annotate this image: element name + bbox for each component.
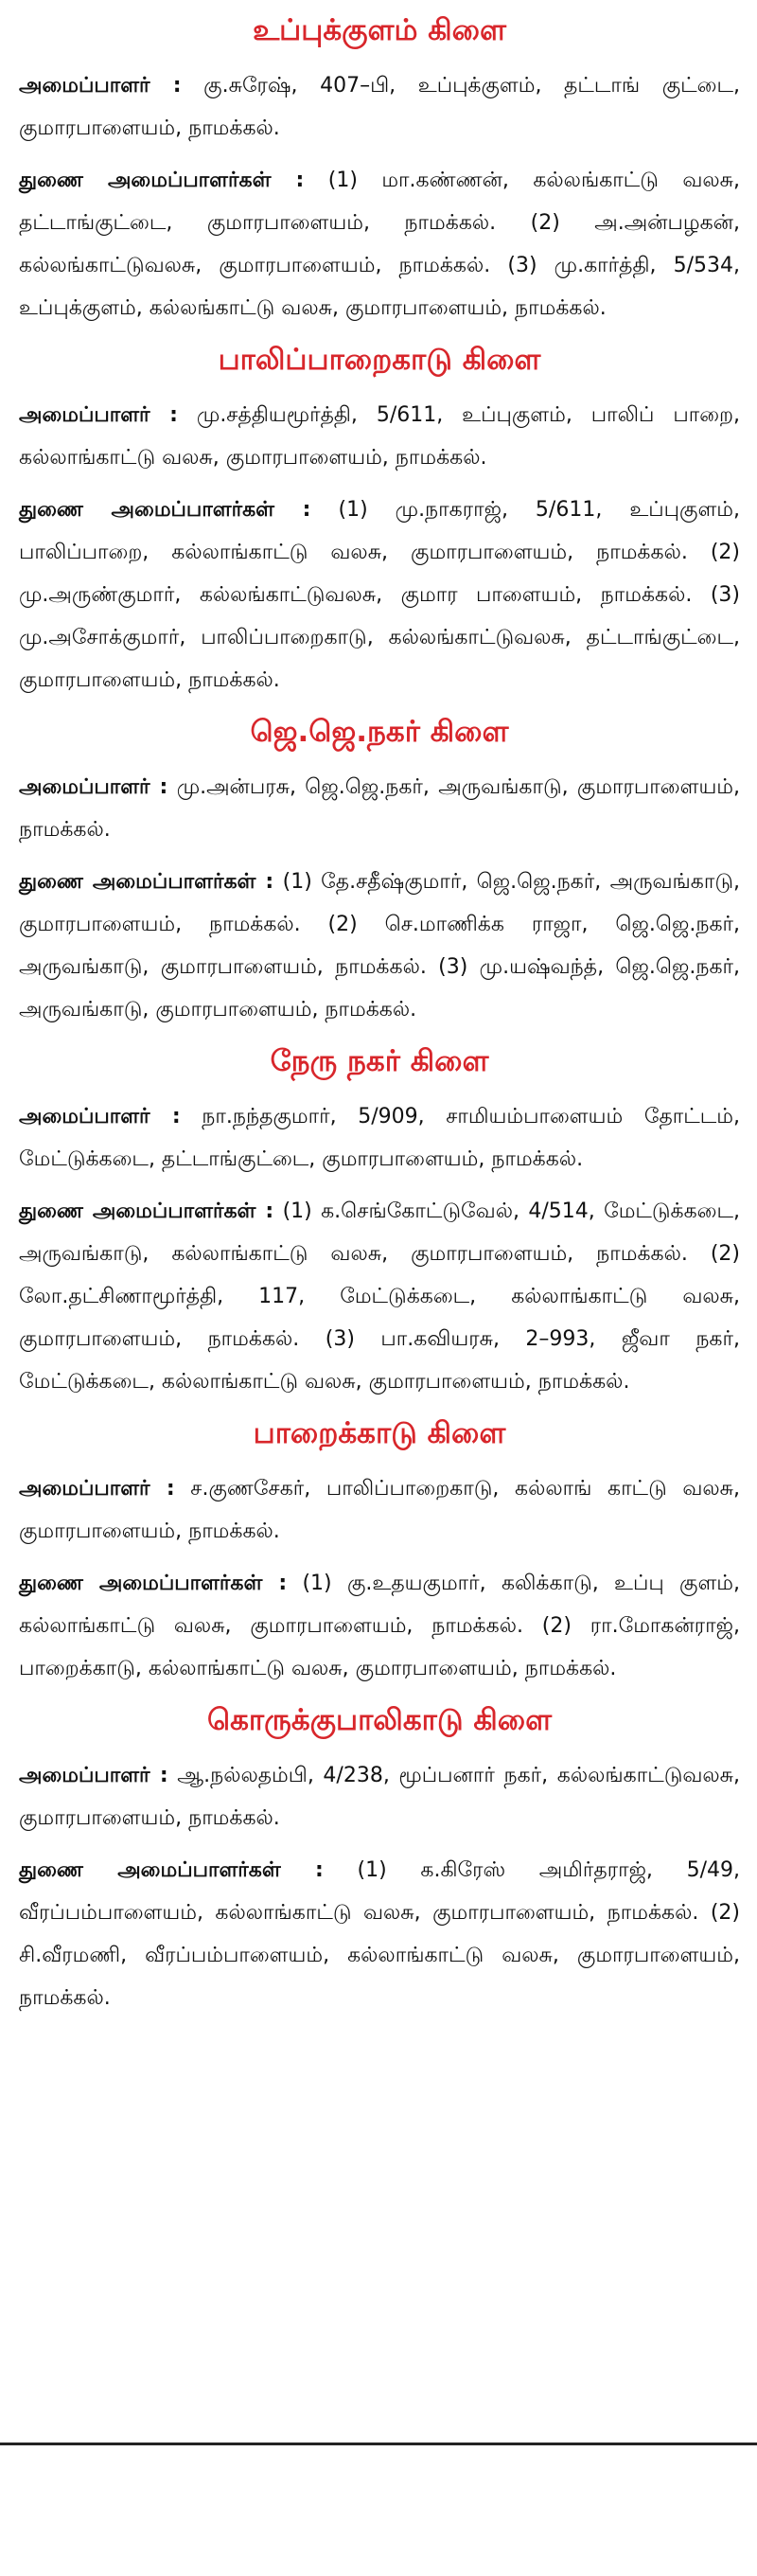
deputy-organizers-entry <box>19 1562 740 1690</box>
branch-title: ஜெ.ஜெ.நகர் கிளை <box>250 715 509 749</box>
organizer-details: கு.சுரேஷ், 407–பி, உப்புக்குளம், தட்டாங் குட்டை, குமாரபாளையம், நாமக்கல். <box>19 74 740 140</box>
branch-section <box>19 339 740 702</box>
deputy-organizers-label: துணை அமைப்பாளர்கள் : <box>19 1199 274 1223</box>
deputy-organizers-details: (1) மு.நாகராஜ், 5/611, உப்புகுளம், பாலிப்பாறை, கல்லாங்காட்டு வலசு, குமாரபாளையம், நாமக்கல். (2) மு.அருண்குமார், கல்லங்காட்டுவலசு, குமார பாளையம், நாமக்கல். (3) மு.அசோக்குமார், பாலிப்பாறைகாடு, கல்லங்காட்டுவலசு, தட்டாங்குட்டை, குமாரபாளையம், நாமக்கல். <box>19 498 740 692</box>
organizer-entry <box>19 1095 740 1181</box>
organizer-details: நா.நந்தகுமார், 5/909, சாமியம்பாளையம் தோட்டம், மேட்டுக்கடை, தட்டாங்குட்டை, குமாரபாளையம், நாமக்கல். <box>19 1105 741 1171</box>
organizer-label: அமைப்பாளர் : <box>19 1105 181 1128</box>
branch-title: பாலிப்பாறைகாடு கிளை <box>218 343 541 377</box>
organizer-entry <box>19 64 740 150</box>
deputy-organizers-entry <box>19 489 740 702</box>
organizer-label: அமைப்பாளர் : <box>19 775 168 799</box>
branch-title: உப்புக்குளம் கிளை <box>253 13 506 47</box>
deputy-organizers-entry <box>19 1849 740 2019</box>
branch-section <box>19 1040 740 1403</box>
branch-title: நேரு நகர் கிளை <box>270 1044 489 1078</box>
deputy-organizers-entry <box>19 861 740 1031</box>
deputy-organizers-label: துணை அமைப்பாளர்கள் : <box>19 169 305 192</box>
branch-section <box>19 1699 740 2019</box>
deputy-organizers-details: (1) கு.உதயகுமார், கலிக்காடு, உப்பு குளம், கல்லாங்காட்டு வலசு, குமாரபாளையம், நாமக்கல். (2) ரா.மோகன்ராஜ், பாறைக்காடு, கல்லாங்காட்டு வலசு, குமாரபாளையம், நாமக்கல். <box>19 1572 741 1680</box>
deputy-organizers-label: துணை அமைப்பாளர்கள் : <box>19 1858 324 1882</box>
bottom-divider <box>0 2443 757 2445</box>
organizer-details: மு.சத்தியமூர்த்தி, 5/611, உப்புகுளம், பாலிப் பாறை, கல்லாங்காட்டு வலசு, குமாரபாளையம், நாமக்கல். <box>19 403 740 470</box>
organizer-label: அமைப்பாளர் : <box>19 1477 175 1501</box>
branch-section <box>19 1412 740 1690</box>
deputy-organizers-details: (1) க.கிரேஸ் அமிர்தராஜ், 5/49, வீரப்பம்பாளையம், கல்லாங்காட்டு வலசு, குமாரபாளையம், நாமக்கல். (2) சி.வீரமணி, வீரப்பம்பாளையம், கல்லாங்காட்டு வலசு, குமாரபாளையம், நாமக்கல். <box>19 1858 740 2010</box>
deputy-organizers-label: துணை அமைப்பாளர்கள் : <box>19 870 274 894</box>
organizer-label: அமைப்பாளர் : <box>19 74 182 98</box>
organizer-entry <box>19 394 740 479</box>
branch-title: பாறைக்காடு கிளை <box>253 1416 506 1450</box>
organizer-entry <box>19 1467 740 1553</box>
organizer-details: மு.அன்பரசு, ஜெ.ஜெ.நகர், அருவங்காடு, குமாரபாளையம், நாமக்கல். <box>19 775 740 842</box>
deputy-organizers-details: (1) க.செங்கோட்டுவேல், 4/514, மேட்டுக்கடை, அருவங்காடு, கல்லாங்காட்டு வலசு, குமாரபாளையம், நாமக்கல். (2) லோ.தட்சிணாமூர்த்தி, 117, மேட்டுக்கடை, கல்லாங்காட்டு வலசு, குமாரபாளையம், நாமக்கல். (3) பா.கவியரசு, 2–993, ஜீவா நகர், மேட்டுக்கடை, கல்லாங்காட்டு வலசு, குமாரபாளையம், நாமக்கல். <box>19 1199 741 1394</box>
organizer-entry <box>19 766 740 851</box>
branch-section <box>19 711 740 1031</box>
organizer-details: ஆ.நல்லதம்பி, 4/238, மூப்பனார் நகர், கல்லங்காட்டுவலசு, குமாரபாளையம், நாமக்கல். <box>19 1764 741 1830</box>
organizer-label: அமைப்பாளர் : <box>19 1764 168 1787</box>
organizer-label: அமைப்பாளர் : <box>19 403 178 427</box>
deputy-organizers-label: துணை அமைப்பாளர்கள் : <box>19 1572 288 1595</box>
deputy-organizers-entry <box>19 1190 740 1403</box>
deputy-organizers-details: (1) தே.சதீஷ்குமார், ஜெ.ஜெ.நகர், அருவங்காடு, குமாரபாளையம், நாமக்கல். (2) செ.மாணிக்க ராஜா, ஜெ.ஜெ.நகர், அருவங்காடு, குமாரபாளையம், நாமக்கல். (3) மு.யஷ்வந்த், ஜெ.ஜெ.நகர், அருவங்காடு, குமாரபாளையம், நாமக்கல். <box>19 870 741 1022</box>
organizer-details: ச.குணசேகர், பாலிப்பாறைகாடு, கல்லாங் காட்டு வலசு, குமாரபாளையம், நாமக்கல். <box>19 1477 740 1543</box>
branch-list <box>19 0 740 2029</box>
deputy-organizers-details: (1) மா.கண்ணன், கல்லங்காட்டு வலசு, தட்டாங்குட்டை, குமாரபாளையம், நாமக்கல். (2) அ.அன்பழகன், கல்லங்காட்டுவலசு, குமாரபாளையம், நாமக்கல். (3) மு.கார்த்தி, 5/534, உப்புக்குளம், கல்லங்காட்டு வலசு, குமாரபாளையம், நாமக்கல். <box>19 169 741 320</box>
branch-section <box>19 9 740 329</box>
branch-title: கொருக்குபாலிகாடு கிளை <box>206 1703 553 1737</box>
deputy-organizers-entry <box>19 159 740 329</box>
organizer-entry <box>19 1754 740 1839</box>
deputy-organizers-label: துணை அமைப்பாளர்கள் : <box>19 498 311 522</box>
